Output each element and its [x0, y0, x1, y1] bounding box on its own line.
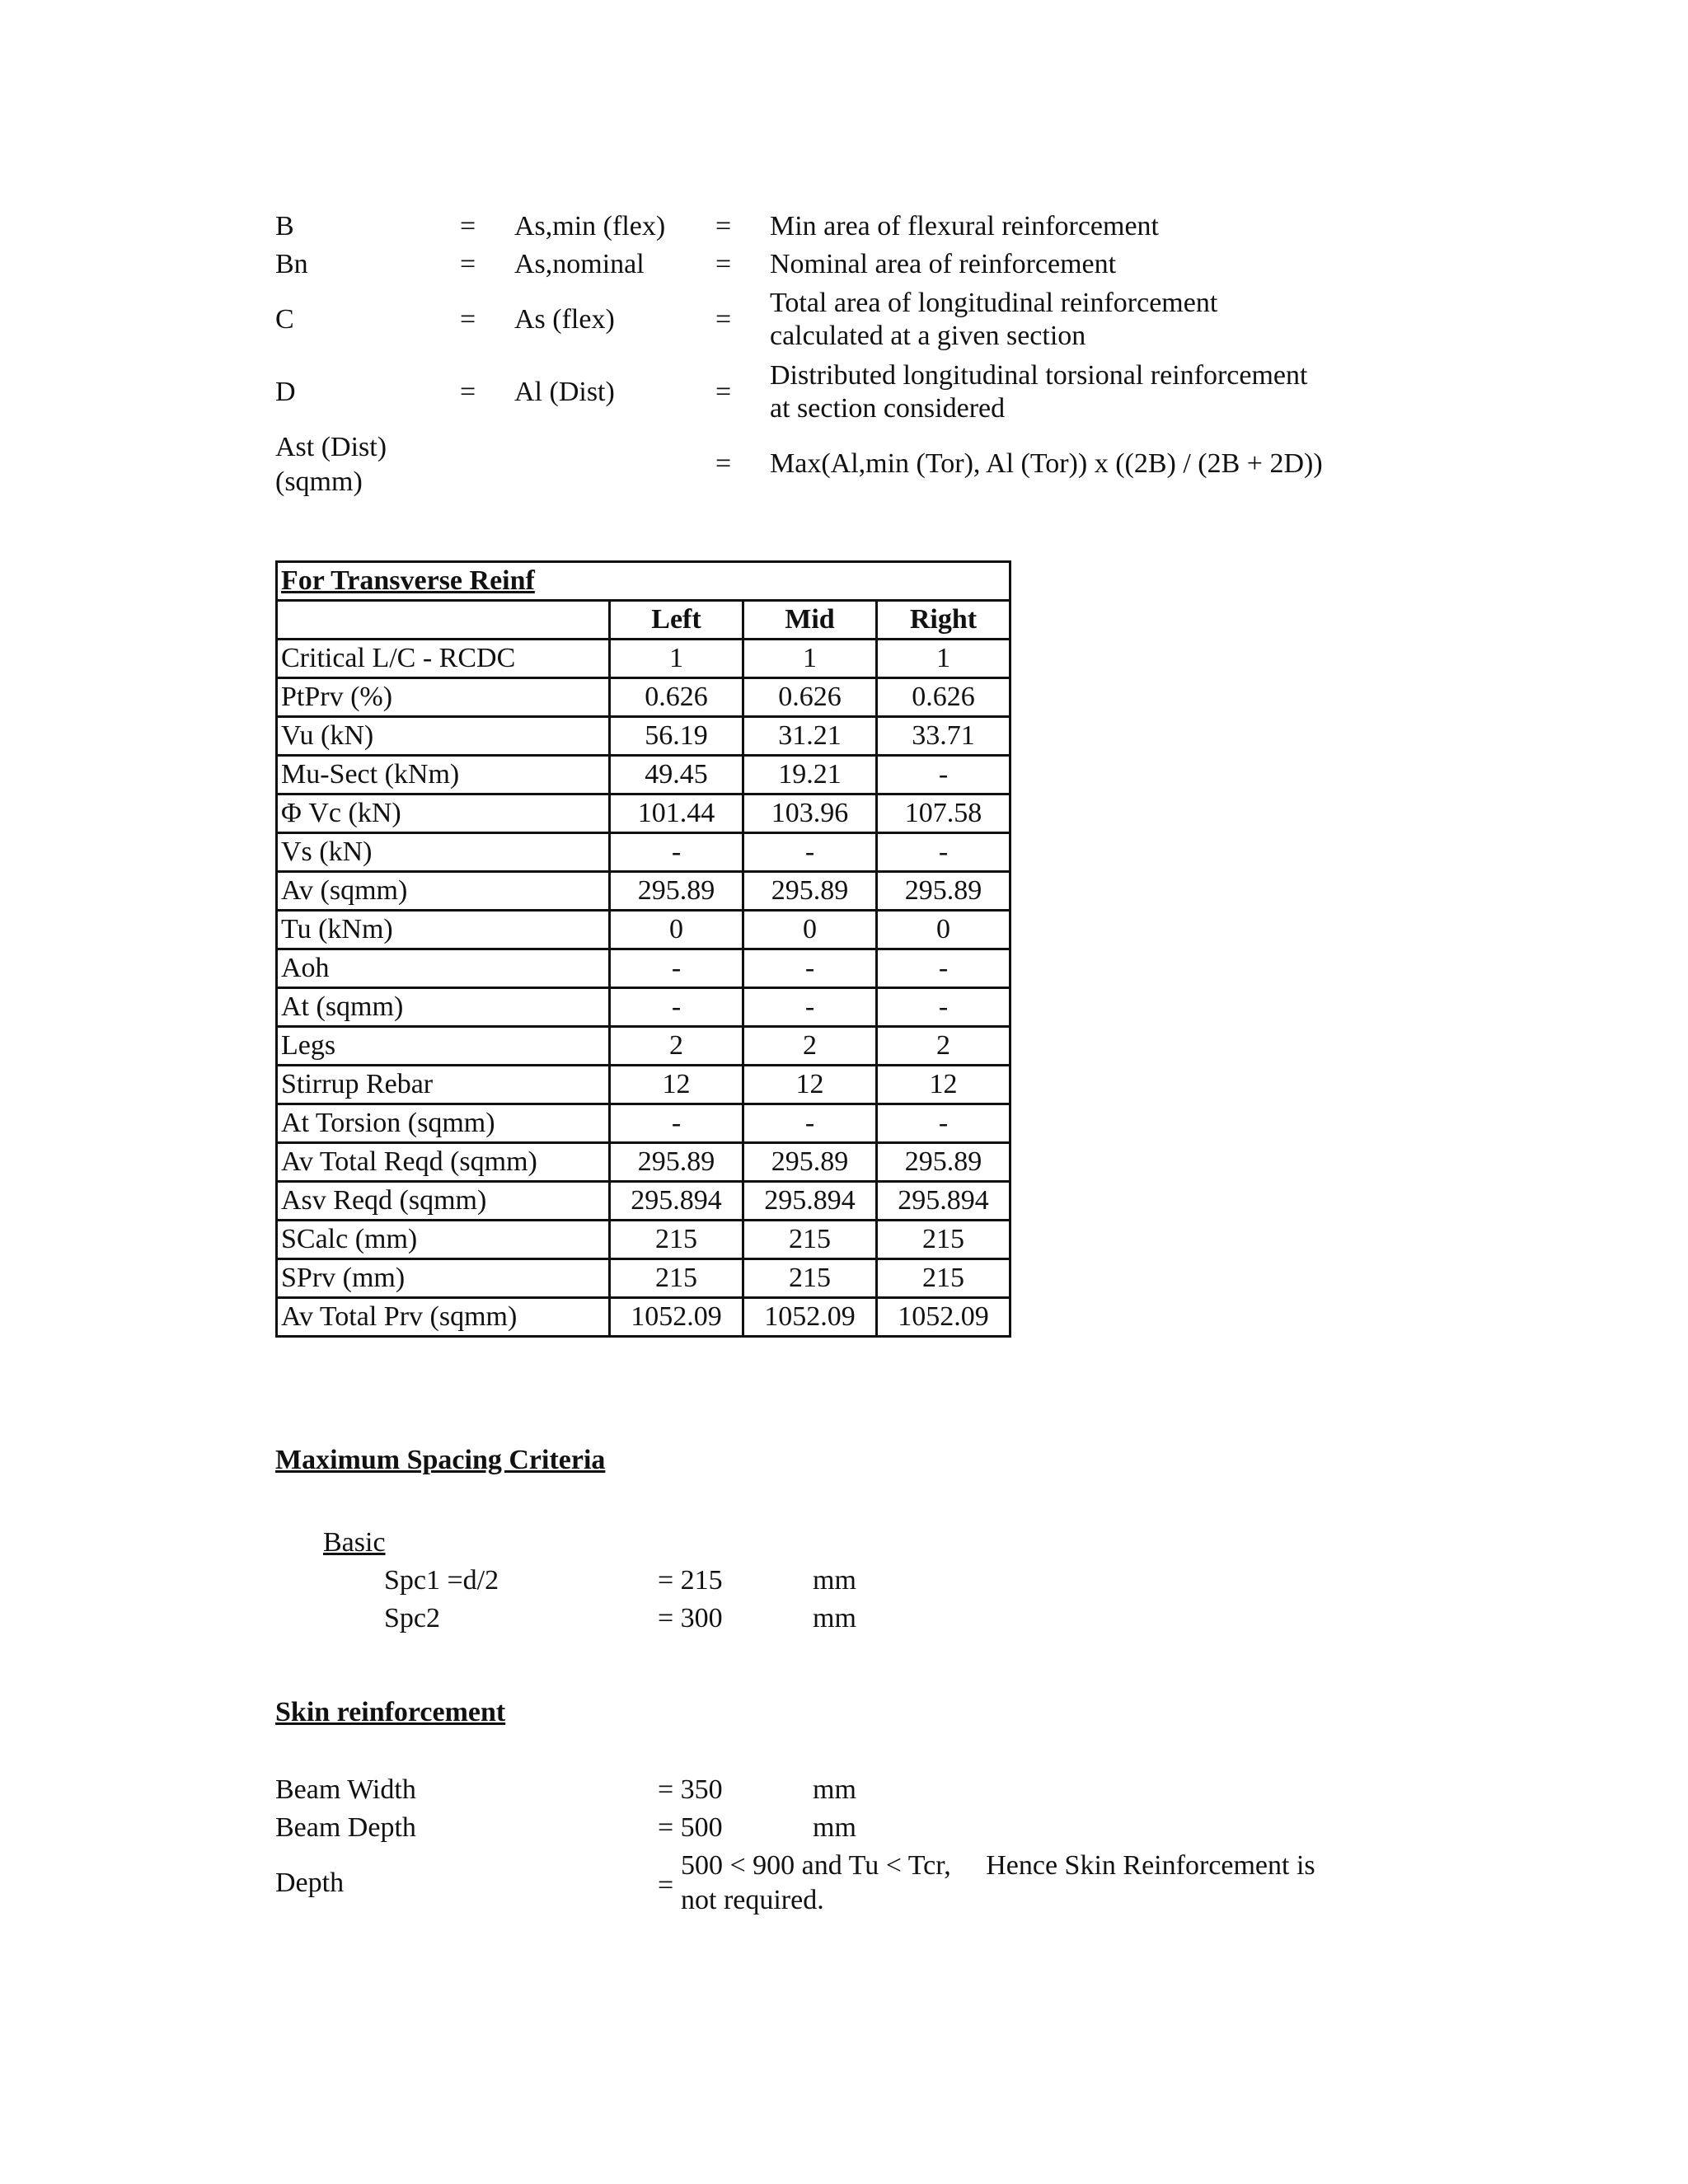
- cell-right: 215: [877, 1221, 1010, 1259]
- depth-label: Depth: [275, 1868, 345, 1898]
- def-symbol-ast-line2: (sqmm): [275, 466, 363, 497]
- row-label: SCalc (mm): [277, 1221, 610, 1259]
- row-label: Tu (kNm): [277, 911, 610, 949]
- def-eq: =: [715, 448, 732, 479]
- cell-mid: 2: [743, 1027, 877, 1066]
- table-row: [277, 1104, 1010, 1143]
- def-eq: =: [715, 304, 732, 335]
- cell-mid: 295.894: [743, 1182, 877, 1221]
- cell-right: 33.71: [877, 717, 1010, 756]
- table-row: [277, 717, 1010, 756]
- cell-left: 49.45: [610, 756, 743, 794]
- cell-right: -: [877, 949, 1010, 988]
- cell-mid: -: [743, 949, 877, 988]
- cell-mid: 0.626: [743, 678, 877, 717]
- cell-mid: 215: [743, 1259, 877, 1298]
- cell-left: 295.89: [610, 1143, 743, 1182]
- cell-left: -: [610, 949, 743, 988]
- depth-eq: =: [658, 1870, 674, 1900]
- cell-mid: 19.21: [743, 756, 877, 794]
- cell-right: -: [877, 1104, 1010, 1143]
- table-row: [277, 911, 1010, 949]
- depth-text-line1: 500 < 900 and Tu < Tcr, Hence Skin Reinforcement is: [681, 1850, 1315, 1881]
- cell-left: 1052.09: [610, 1298, 743, 1337]
- row-label: Vs (kN): [277, 833, 610, 872]
- def-desc-line1: Total area of longitudinal reinforcement: [770, 288, 1218, 318]
- cell-right: -: [877, 988, 1010, 1027]
- cell-left: 295.89: [610, 872, 743, 911]
- def-symbol-ast-line1: Ast (Dist): [275, 432, 387, 462]
- spc2-value: = 300: [658, 1603, 723, 1633]
- cell-mid: 103.96: [743, 794, 877, 833]
- def-desc-line2: calculated at a given section: [770, 321, 1086, 351]
- def-eq: =: [715, 211, 732, 241]
- table-title-row: [277, 562, 1010, 601]
- def-desc: Nominal area of reinforcement: [770, 249, 1117, 279]
- def-eq: =: [460, 304, 476, 335]
- cell-right: -: [877, 833, 1010, 872]
- cell-mid: 1052.09: [743, 1298, 877, 1337]
- def-desc: Min area of flexural reinforcement: [770, 211, 1159, 241]
- row-label: Critical L/C - RCDC: [277, 640, 610, 678]
- def-eq: =: [460, 249, 476, 279]
- cell-right: 12: [877, 1066, 1010, 1104]
- table-row: [277, 988, 1010, 1027]
- cell-mid: 0: [743, 911, 877, 949]
- table-row: [277, 949, 1010, 988]
- cell-left: 2: [610, 1027, 743, 1066]
- row-label: Stirrup Rebar: [277, 1066, 610, 1104]
- row-label: Φ Vc (kN): [277, 794, 610, 833]
- cell-mid: 295.89: [743, 872, 877, 911]
- cell-right: 295.89: [877, 1143, 1010, 1182]
- table-row: [277, 872, 1010, 911]
- row-label: Aoh: [277, 949, 610, 988]
- cell-mid: 295.89: [743, 1143, 877, 1182]
- cell-mid: 31.21: [743, 717, 877, 756]
- cell-mid: 215: [743, 1221, 877, 1259]
- header-mid: Mid: [743, 601, 877, 640]
- def-symbol-bn: Bn: [275, 249, 308, 279]
- spc1-label: Spc1 =d/2: [384, 1565, 499, 1596]
- row-label: Av Total Reqd (sqmm): [277, 1143, 610, 1182]
- skin-heading: Skin reinforcement: [275, 1697, 506, 1727]
- max-spacing-heading: Maximum Spacing Criteria: [275, 1445, 606, 1475]
- table-row: [277, 640, 1010, 678]
- table-row: [277, 1182, 1010, 1221]
- row-label: At Torsion (sqmm): [277, 1104, 610, 1143]
- row-label: PtPrv (%): [277, 678, 610, 717]
- def-eq: =: [460, 377, 476, 407]
- def-desc: Max(Al,min (Tor), Al (Tor)) x ((2B) / (2B + 2D)): [770, 448, 1323, 479]
- header-right: Right: [877, 601, 1010, 640]
- beam-depth-unit: mm: [813, 1812, 856, 1843]
- def-eq: =: [715, 377, 732, 407]
- cell-right: 2: [877, 1027, 1010, 1066]
- def-symbol-b: B: [275, 211, 294, 241]
- beam-depth-value: = 500: [658, 1812, 723, 1843]
- table-row: [277, 833, 1010, 872]
- cell-left: 215: [610, 1221, 743, 1259]
- cell-right: 215: [877, 1259, 1010, 1298]
- table-row: [277, 1027, 1010, 1066]
- row-label: Mu-Sect (kNm): [277, 756, 610, 794]
- cell-right: 107.58: [877, 794, 1010, 833]
- def-term: As (flex): [514, 304, 615, 335]
- cell-left: 0: [610, 911, 743, 949]
- cell-right: 295.89: [877, 872, 1010, 911]
- def-eq: =: [460, 211, 476, 241]
- cell-mid: -: [743, 988, 877, 1027]
- def-term: Al (Dist): [514, 377, 615, 407]
- cell-mid: 1: [743, 640, 877, 678]
- basic-label: Basic: [323, 1527, 386, 1558]
- cell-left: 101.44: [610, 794, 743, 833]
- cell-left: -: [610, 833, 743, 872]
- cell-left: 215: [610, 1259, 743, 1298]
- table-row: [277, 1221, 1010, 1259]
- header-left: Left: [610, 601, 743, 640]
- cell-mid: -: [743, 1104, 877, 1143]
- def-symbol-c: C: [275, 304, 294, 335]
- cell-right: -: [877, 756, 1010, 794]
- table-row: [277, 1298, 1010, 1337]
- cell-left: 56.19: [610, 717, 743, 756]
- row-label: Legs: [277, 1027, 610, 1066]
- depth-text-line2: not required.: [681, 1885, 824, 1915]
- beam-depth-label: Beam Depth: [275, 1812, 416, 1843]
- table-title: For Transverse Reinf: [277, 562, 1010, 601]
- row-label: SPrv (mm): [277, 1259, 610, 1298]
- cell-right: 0: [877, 911, 1010, 949]
- cell-left: 12: [610, 1066, 743, 1104]
- def-symbol-d: D: [275, 377, 296, 407]
- table-row: [277, 756, 1010, 794]
- table-header-row: [277, 601, 1010, 640]
- cell-right: 0.626: [877, 678, 1010, 717]
- beam-width-unit: mm: [813, 1774, 856, 1805]
- spc2-label: Spc2: [384, 1603, 440, 1633]
- def-desc-line2: at section considered: [770, 393, 1006, 424]
- row-label: Av Total Prv (sqmm): [277, 1298, 610, 1337]
- cell-mid: -: [743, 833, 877, 872]
- table-row: [277, 678, 1010, 717]
- row-label: At (sqmm): [277, 988, 610, 1027]
- cell-right: 1: [877, 640, 1010, 678]
- spc1-unit: mm: [813, 1565, 856, 1596]
- def-term: As,nominal: [514, 249, 645, 279]
- cell-right: 295.894: [877, 1182, 1010, 1221]
- spc2-unit: mm: [813, 1603, 856, 1633]
- beam-width-value: = 350: [658, 1774, 723, 1805]
- transverse-reinf-table: [275, 560, 1011, 1338]
- header-blank: [277, 601, 610, 640]
- def-desc-line1: Distributed longitudinal torsional reinforcement: [770, 360, 1308, 391]
- row-label: Asv Reqd (sqmm): [277, 1182, 610, 1221]
- row-label: Vu (kN): [277, 717, 610, 756]
- beam-width-label: Beam Width: [275, 1774, 416, 1805]
- cell-left: 1: [610, 640, 743, 678]
- cell-left: -: [610, 1104, 743, 1143]
- cell-left: -: [610, 988, 743, 1027]
- spc1-value: = 215: [658, 1565, 723, 1596]
- table-row: [277, 1143, 1010, 1182]
- table-row: [277, 1259, 1010, 1298]
- def-term: As,min (flex): [514, 211, 666, 241]
- def-eq: =: [715, 249, 732, 279]
- cell-right: 1052.09: [877, 1298, 1010, 1337]
- table-row: [277, 1066, 1010, 1104]
- row-label: Av (sqmm): [277, 872, 610, 911]
- cell-mid: 12: [743, 1066, 877, 1104]
- table-row: [277, 794, 1010, 833]
- cell-left: 0.626: [610, 678, 743, 717]
- cell-left: 295.894: [610, 1182, 743, 1221]
